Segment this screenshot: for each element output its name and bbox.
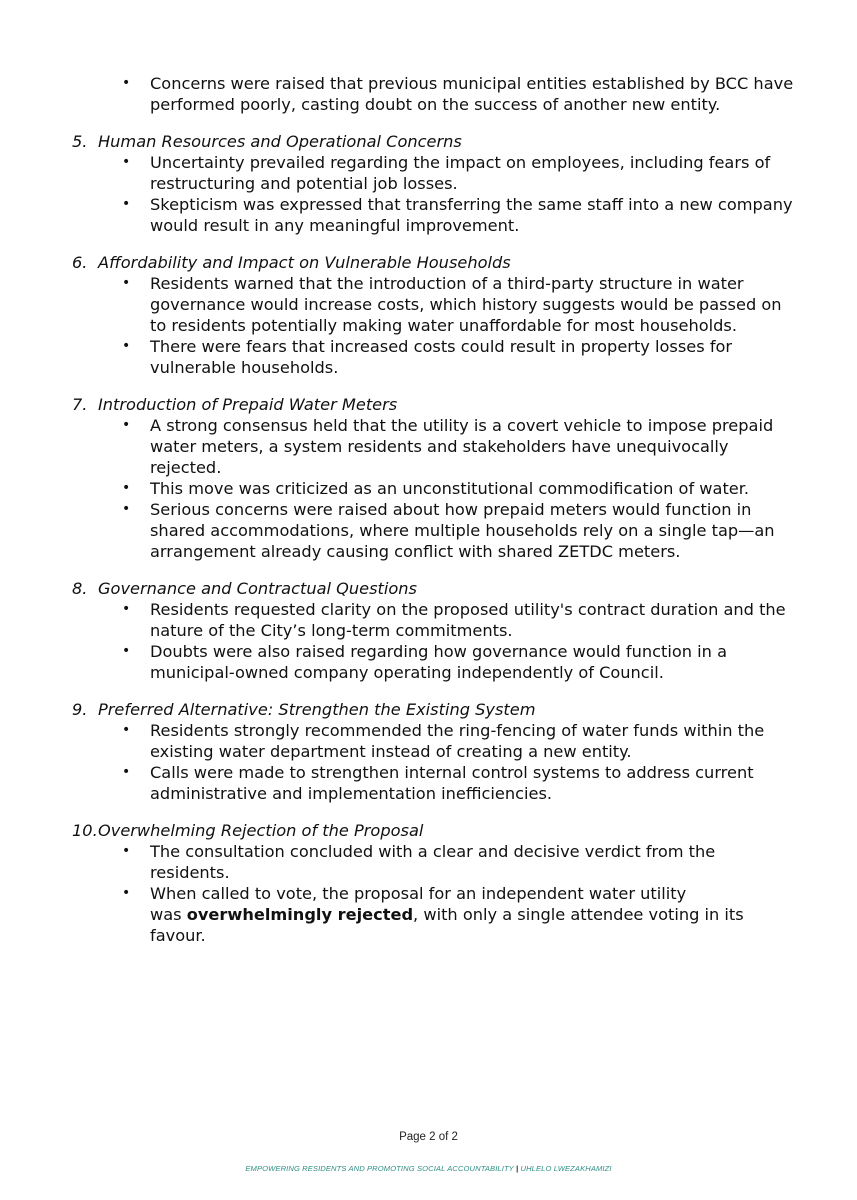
bullet-text: Residents warned that the introduction of a third-party structure in water governance would increase costs, which history suggests would be passed on to residents potentially making water unaffordable for most households. — [150, 274, 782, 335]
bullet-icon: • — [122, 75, 131, 91]
section-5 — [0, 131, 857, 236]
continued-section — [0, 73, 857, 115]
bullet-text: The consultation concluded with a clear and decisive verdict from the residents. — [150, 842, 716, 882]
section-8 — [0, 578, 857, 683]
section-title: Overwhelming Rejection of the Proposal — [98, 821, 424, 840]
bullet-icon: • — [122, 722, 131, 738]
bullet-item — [0, 841, 857, 883]
document-body — [0, 73, 857, 946]
bullet-text: This move was criticized as an unconstitutional commodification of water. — [150, 479, 750, 498]
footer-separator: | — [513, 1164, 521, 1173]
bullet-icon: • — [122, 843, 131, 859]
bullet-item — [0, 73, 857, 115]
bullet-icon: • — [122, 601, 131, 617]
bullet-text: Uncertainty prevailed regarding the impact on employees, including fears of restructuring and potential job losses. — [150, 153, 771, 193]
bullet-item — [0, 152, 857, 194]
bullet-icon: • — [122, 764, 131, 780]
bullet-text: A strong consensus held that the utility is a covert vehicle to impose prepaid water meters, a system residents and stakeholders have unequivocally rejected. — [150, 416, 774, 477]
section-heading — [0, 394, 857, 415]
bullet-item — [0, 273, 857, 336]
section-heading — [0, 820, 857, 841]
bullet-icon: • — [122, 501, 131, 517]
section-heading — [0, 252, 857, 273]
bullet-item — [0, 194, 857, 236]
bullet-item — [0, 641, 857, 683]
bullet-icon: • — [122, 154, 131, 170]
section-heading — [0, 578, 857, 599]
bullet-icon: • — [122, 480, 131, 496]
bullet-text-suffix: , with only a single attendee voting in its favour. — [150, 905, 744, 945]
section-number: 7. — [72, 395, 88, 414]
bullet-icon: • — [122, 196, 131, 212]
section-title: Affordability and Impact on Vulnerable Households — [98, 253, 511, 272]
section-10 — [0, 820, 857, 946]
bullet-item — [0, 478, 857, 499]
bullet-text: Residents strongly recommended the ring-fencing of water funds within the existing water department instead of creating a new entity. — [150, 721, 765, 761]
bullet-text: Concerns were raised that previous municipal entities established by BCC have performed poorly, casting doubt on the success of another new entity. — [150, 74, 794, 114]
section-title: Human Resources and Operational Concerns — [98, 132, 462, 151]
bullet-text: Serious concerns were raised about how prepaid meters would function in shared accommodations, where multiple households rely on a single tap—an arrangement already causing conflict with shared ZETDC meters. — [150, 500, 775, 561]
bullet-icon: • — [122, 643, 131, 659]
bullet-text: There were fears that increased costs could result in property losses for vulnerable households. — [150, 337, 733, 377]
bullet-text: Calls were made to strengthen internal control systems to address current administrative and implementation inefficiencies. — [150, 763, 754, 803]
bullet-item — [0, 336, 857, 378]
bullet-text-prefix: was — [150, 905, 187, 924]
bullet-icon: • — [122, 417, 131, 433]
section-9 — [0, 699, 857, 804]
footer-tagline — [0, 1164, 857, 1173]
section-title: Introduction of Prepaid Water Meters — [98, 395, 398, 414]
bullet-item — [0, 415, 857, 478]
section-7 — [0, 394, 857, 562]
bullet-item — [0, 883, 857, 946]
section-heading — [0, 131, 857, 152]
bullet-icon: • — [122, 275, 131, 291]
section-6 — [0, 252, 857, 378]
footer-org: UHLELO LWEZAKHAMIZI — [520, 1164, 612, 1173]
emphasis-text: overwhelmingly rejected — [186, 905, 414, 924]
bullet-icon: • — [122, 338, 131, 354]
section-number: 9. — [72, 700, 88, 719]
bullet-text: Skepticism was expressed that transferring the same staff into a new company would result in any meaningful improvement. — [150, 195, 793, 235]
bullet-text-line1: When called to vote, the proposal for an independent water utility — [150, 884, 687, 903]
bullet-item — [0, 499, 857, 562]
section-heading — [0, 699, 857, 720]
page-number: Page 2 of 2 — [399, 1131, 458, 1143]
bullet-item — [0, 762, 857, 804]
bullet-item — [0, 720, 857, 762]
section-number: 6. — [72, 253, 88, 272]
bullet-item — [0, 599, 857, 641]
bullet-icon: • — [122, 885, 131, 901]
section-title: Preferred Alternative: Strengthen the Existing System — [98, 700, 536, 719]
section-number: 10. — [72, 821, 98, 840]
bullet-text: Residents requested clarity on the proposed utility's contract duration and the nature of the City’s long-term commitments. — [150, 600, 786, 640]
section-number: 8. — [72, 579, 88, 598]
section-number: 5. — [72, 132, 88, 151]
bullet-text: Doubts were also raised regarding how governance would function in a municipal-owned company operating independently of Council. — [150, 642, 727, 682]
section-title: Governance and Contractual Questions — [98, 579, 417, 598]
footer-tagline-text: EMPOWERING RESIDENTS AND PROMOTING SOCIAL ACCOUNTABILITY — [245, 1164, 514, 1173]
